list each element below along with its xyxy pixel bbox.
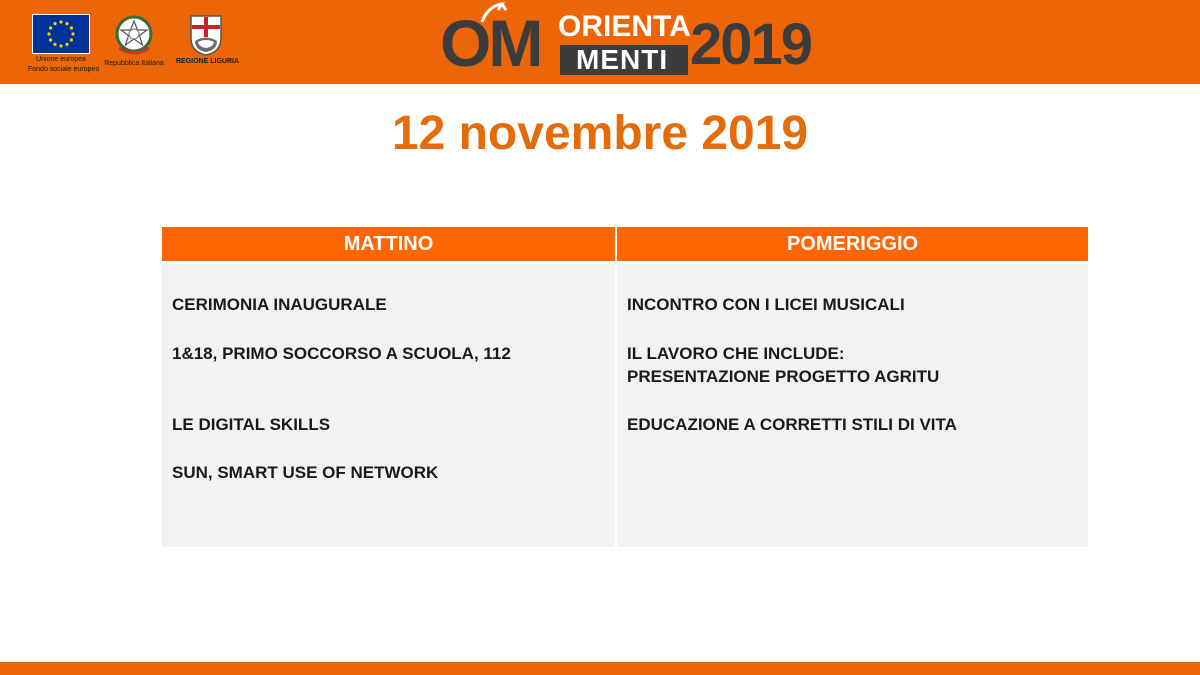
brand-year: 2019 [690, 12, 812, 77]
page-title: 12 novembre 2019 [391, 107, 809, 160]
column-heading: POMERIGGIO [617, 227, 1088, 261]
eu-logo [28, 14, 100, 74]
schedule-item: PRESENTAZIONE PROGETTO AGRITU [627, 367, 940, 386]
schedule-item: SUN, SMART USE OF NETWORK [172, 463, 439, 482]
column-mattino [162, 227, 615, 547]
italian-emblem-icon [102, 14, 166, 58]
liguria-logo [176, 14, 240, 66]
orientamenti-logo [440, 2, 812, 82]
schedule-table [162, 227, 1088, 547]
column-body [617, 264, 1088, 547]
eu-caption-line1: Unione europea [36, 56, 86, 63]
liguria-caption: REGIONE LIGURIA [176, 58, 240, 65]
liguria-shield-icon [176, 14, 236, 56]
brand-orienta: ORIENTA [558, 10, 691, 43]
brand-om: OM [440, 6, 541, 80]
schedule-item: CERIMONIA INAUGURALE [172, 295, 387, 314]
swoosh-icon [478, 2, 508, 29]
eu-flag-icon [32, 14, 90, 54]
schedule-item: IL LAVORO CHE INCLUDE: [627, 344, 845, 363]
schedule-item: INCONTRO CON I LICEI MUSICALI [627, 295, 905, 314]
italy-emblem [102, 14, 166, 68]
italy-caption: Repubblica Italiana [104, 60, 164, 67]
column-heading: MATTINO [162, 227, 615, 261]
column-pomeriggio [617, 227, 1088, 547]
schedule-item: LE DIGITAL SKILLS [172, 415, 331, 434]
brand-menti: MENTI [576, 44, 669, 75]
schedule-item: EDUCAZIONE A CORRETTI STILI DI VITA [627, 415, 957, 434]
column-body [162, 264, 615, 547]
bottom-banner [0, 662, 1200, 675]
schedule-item: 1&18, PRIMO SOCCORSO A SCUOLA, 112 [172, 344, 511, 363]
eu-caption-line2: Fondo sociale europeo [28, 66, 100, 73]
